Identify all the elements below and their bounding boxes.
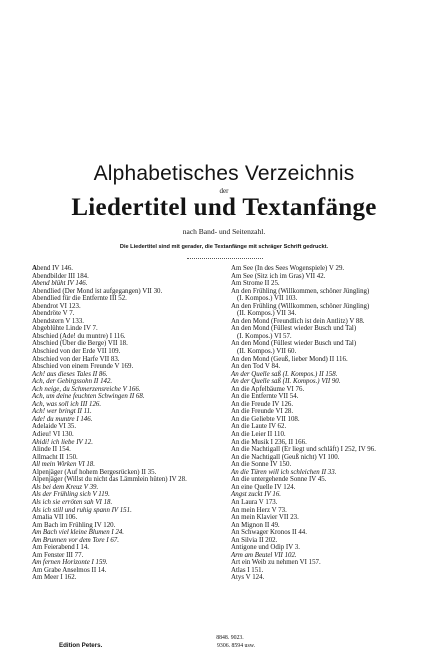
index-entry: Ach, was soll ich III 126.: [32, 400, 102, 408]
index-entry: Als ich sie erröten sah VI 18.: [32, 498, 113, 506]
index-entry: Amalia VII 106.: [32, 514, 78, 522]
index-entry: Am Strome II 25.: [231, 280, 280, 288]
index-entry: Als bei dem Kreuz V 39.: [32, 483, 99, 491]
index-entry: An die Laute IV 62.: [231, 423, 287, 431]
index-entry: Abgeblühte Linde IV 7.: [32, 325, 98, 333]
index-entry: Am fernen Horizonte I 159.: [32, 559, 108, 567]
index-entry: An mein Klavier VII 23.: [231, 514, 299, 522]
index-entry: Abendröte V 7.: [32, 310, 75, 318]
subtitle: nach Band- und Seitenzahl.: [182, 227, 266, 236]
index-entry: Atys V 124.: [231, 574, 265, 582]
index-entry: (I. Kompos.) VI 57.: [237, 332, 292, 340]
index-entry: Am Feierabend I 14.: [32, 544, 90, 552]
title-alphabetical-index: Alphabetisches Verzeichnis: [93, 162, 355, 185]
index-entry: Abendlied für die Entfernte III 52.: [32, 295, 127, 303]
index-entry: Abschied (Über die Berge) VII 18.: [32, 340, 128, 348]
index-entry: An Laura V 173.: [231, 498, 278, 506]
typography-note: Die Liedertitel sind mit gerader, die Textanfänge mit schräger Schrift gedruckt.: [119, 244, 329, 250]
index-entry: An den Tod V 84.: [231, 363, 281, 371]
index-entry: An die Nachtigall (Geuß nicht) VI 100.: [231, 453, 340, 461]
index-column-left: [32, 265, 187, 582]
index-entry: Abendstern V 133.: [32, 317, 84, 325]
index-entry: An den Frühling (Willkommen, schöner Jüngling): [231, 302, 370, 310]
index-entry: Abschied von der Erde VII 109.: [32, 348, 121, 356]
index-entry: An der Quelle saß (I. Kompos.) II 158.: [231, 370, 338, 378]
index-entry: An die Geliebte VII 108.: [231, 415, 300, 423]
index-entry: An die untergehende Sonne IV 45.: [231, 476, 327, 484]
index-entry: An Schwager Kronos II 44.: [231, 529, 307, 537]
index-entry: Als ich still und ruhig spann IV 151.: [32, 506, 132, 514]
index-entry: Abendrot VI 123.: [32, 302, 81, 310]
index-entry: Abendlied (Der Mond ist aufgegangen) VII 30.: [32, 287, 163, 295]
index-entry: Am Fenster III 77.: [32, 551, 84, 559]
index-entry: Am Brunnen vor dem Tore I 67.: [32, 536, 119, 544]
index-entry: Am Meer I 162.: [32, 574, 77, 582]
index-entry: An den Mond (Freundlich ist dein Antlitz) V 88.: [231, 317, 365, 325]
index-entry: Ach! aus dieses Tales II 86.: [32, 370, 108, 378]
index-entry: Abend IV 146.: [32, 265, 74, 272]
index-entry: An mein Herz V 73.: [231, 506, 287, 514]
index-entry: An die Freunde VI 28.: [231, 408, 294, 416]
index-entry: Abschied von der Harfe VII 83.: [32, 355, 120, 363]
index-entry: An die Freude IV 126.: [231, 400, 294, 408]
index-entry: (I. Kompos.) VII 103.: [237, 295, 298, 303]
index-entry: An die Musik I 236, II 166.: [231, 438, 307, 446]
index-entry: An die Türen will ich schleichen II 33.: [231, 468, 337, 476]
index-entry: Ach, der Gebirgssohn II 142.: [32, 378, 113, 386]
index-entry: Abschied (Ade! du muntre) I 116.: [32, 332, 126, 340]
index-entry: Abend blüht IV 146.: [32, 280, 88, 288]
index-entry: Adieu! VI 130.: [32, 431, 74, 439]
index-entry: An die Nachtigall (Er liegt und schläft) I 252, IV 96.: [231, 446, 376, 454]
index-entry: Ach! wer bringt II 11.: [32, 408, 92, 416]
index-entry: An eine Quelle IV 124.: [231, 483, 296, 491]
index-entry: Ach, um deine feuchten Schwingen II 68.: [32, 393, 145, 401]
plate-number-line-1: 8848. 9023.: [216, 635, 244, 641]
index-entry: An die Apfelbäume VI 76.: [231, 385, 305, 393]
index-entry: Ahidi! ich liebe IV 12.: [32, 438, 93, 446]
index-entry: An die Leier II 110.: [231, 431, 286, 439]
index-entry: Angst zuckt IV 16.: [231, 491, 282, 499]
index-entry: Am See (In des Sees Wogenspiele) V 29.: [231, 265, 345, 272]
index-entry: (II. Kompos.) VII 34.: [237, 310, 297, 318]
index-entry: Am See (Sitz ich im Gras) VII 42.: [231, 272, 326, 280]
index-entry: An den Mond (Füllest wieder Busch und Tal): [231, 325, 357, 333]
index-entry: Am Bach viel kleine Blumen I 24.: [32, 529, 125, 537]
index-entry: An den Frühling (Willkommen, schöner Jüngling): [231, 287, 370, 295]
index-entry: Antigone und Odip IV 3.: [231, 544, 300, 552]
index-entry: Alinde II 154.: [32, 446, 71, 454]
title-song-titles: Liedertitel und Textanfänge: [71, 194, 377, 221]
index-entry: Arm am Beutel VII 102.: [231, 551, 297, 559]
index-column-right: [231, 265, 376, 582]
index-entry: Ade! du muntre I 146.: [32, 415, 93, 423]
index-entry: An Mignon II 49.: [231, 521, 280, 529]
index-entry: (II. Kompos.) VII 60.: [237, 348, 297, 356]
plate-number-line-2: 9306. 8594 usw.: [217, 643, 255, 649]
index-entry: Atlas I 151.: [231, 566, 264, 574]
publisher-name: Edition Peters.: [59, 642, 103, 649]
index-entry: Alpenjäger (Auf hohem Bergesrücken) II 35.: [32, 468, 157, 476]
index-entry: An den Mond (Füllest wieder Busch und Tal): [231, 340, 357, 348]
index-entry: Alpenjäger (Willst du nicht das Lämmlein hüten) IV 28.: [32, 476, 187, 484]
index-entry: Abendbilder III 184.: [32, 272, 89, 280]
index-entry: An den Mond (Geuß, lieber Mond) II 116.: [231, 355, 348, 363]
index-entry: Adelaide VI 35.: [32, 423, 77, 431]
index-entry: Art ein Weib zu nehmen VI 157.: [231, 559, 321, 567]
index-entry: An die Entfernte VII 54.: [231, 393, 299, 401]
index-entry: Am Bach im Frühling IV 120.: [32, 521, 116, 529]
index-entry: An der Quelle saß (II. Kompos.) VII 90.: [231, 378, 341, 386]
index-entry: An die Sonne IV 150.: [231, 461, 292, 469]
index-entry: Am Grabe Anselmos II 14.: [32, 566, 107, 574]
index-entry: Allmacht II 150.: [32, 453, 78, 461]
dotted-divider: [187, 258, 263, 259]
index-entry: Als der Frühling sich V 119.: [32, 491, 110, 499]
index-entry: All mein Wirken VI 18.: [32, 461, 95, 469]
title-connector: der: [219, 187, 229, 195]
index-entry: Abschied von einem Freunde V 169.: [32, 363, 134, 371]
index-entry: An Silvia II 202.: [231, 536, 278, 544]
index-entry: Ach neige, du Schmerzensreiche V 166.: [32, 385, 141, 393]
